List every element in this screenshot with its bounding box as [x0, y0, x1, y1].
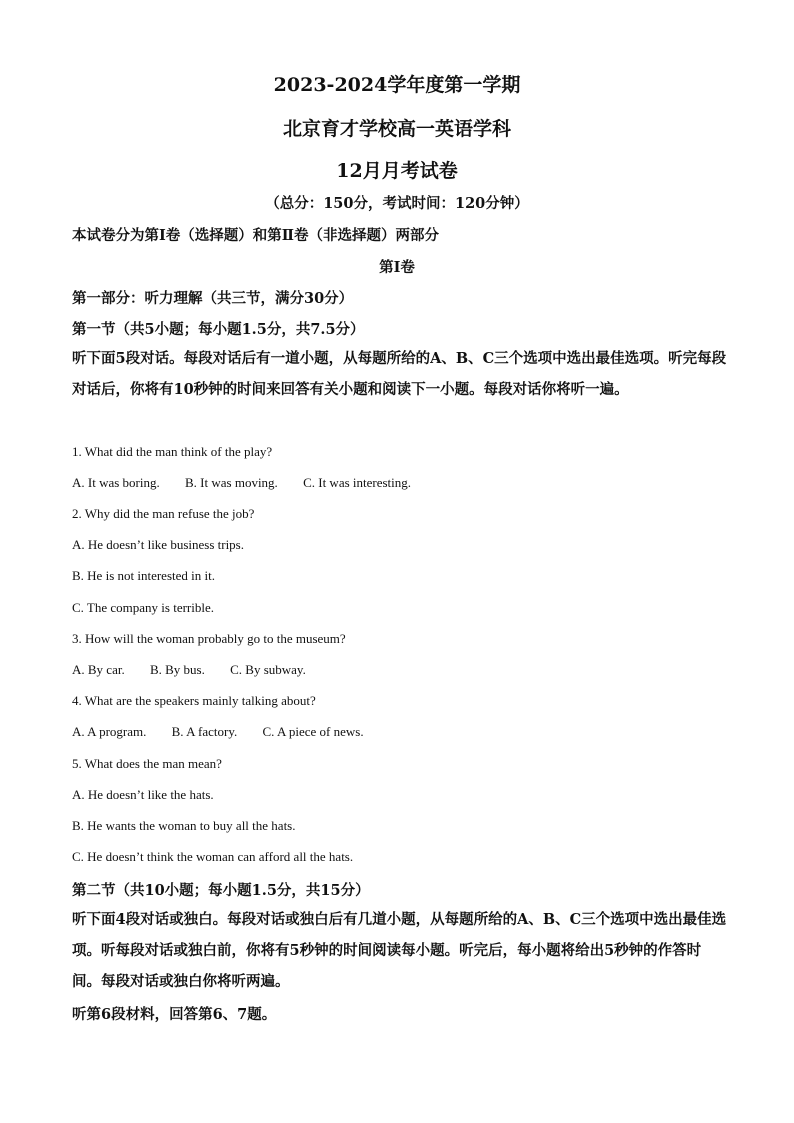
exam-intro: 本试卷分为第Ⅰ卷（选择题）和第Ⅱ卷（非选择题）两部分 — [72, 227, 440, 244]
question-5-option-a: A. He doesn’t like the hats. — [72, 787, 214, 802]
section-2-title: 第二节（共10小题；每小题1.5分，共15分） — [72, 882, 370, 899]
section-2-instructions: 听下面4段对话或独白。每段对话或独白后有几道小题，从每题所给的A、B、C三个选项中选出最佳选项。听每段对话或独白前，你将有5秒钟的时间阅读每小题。听完后，每小题将给出5秒钟的作答时间。每段对话或独白你将听两遍。 — [72, 911, 727, 990]
question-1-options — [72, 475, 732, 491]
volume-1-heading: 第Ⅰ卷 — [379, 259, 415, 276]
part-1-title: 第一部分：听力理解（共三节，满分30分） — [72, 290, 354, 307]
question-4-options — [72, 724, 732, 740]
question-2-stem: 2. Why did the man refuse the job? — [72, 506, 255, 521]
header-meta: （总分：150分，考试时间：120分钟） — [265, 195, 529, 212]
question-2-option-c: C. The company is terrible. — [72, 600, 215, 615]
question-5-option-c: C. He doesn’t think the woman can afford all the hats. — [72, 849, 354, 864]
section-1-title: 第一节（共5小题；每小题1.5分，共7.5分） — [72, 321, 365, 338]
question-3-option-c: C. By subway. — [230, 662, 306, 677]
question-1-option-b: B. It was moving. — [185, 475, 278, 490]
question-1-stem: 1. What did the man think of the play? — [72, 444, 273, 459]
question-4-option-a: A. A program. — [72, 724, 147, 739]
question-2-option-b: B. He is not interested in it. — [72, 568, 215, 583]
section-1-instructions: 听下面5段对话。每段对话后有一道小题，从每题所给的A、B、C三个选项中选出最佳选项。听完每段对话后，你将有10秒钟的时间来回答有关小题和阅读下一小题。每段对话你将听一遍。 — [72, 350, 727, 398]
question-3-stem: 3. How will the woman probably go to the museum? — [72, 631, 346, 646]
question-4-option-b: B. A factory. — [171, 724, 238, 739]
question-4-option-c: C. A piece of news. — [262, 724, 364, 739]
header-exam-title: 12月月考试卷 — [336, 160, 458, 182]
question-3-option-b: B. By bus. — [149, 662, 205, 677]
question-1-option-c: C. It was interesting. — [303, 475, 412, 490]
question-2-option-a: A. He doesn’t like business trips. — [72, 537, 244, 552]
header-school: 北京育才学校高一英语学科 — [282, 118, 511, 140]
question-1-option-a: A. It was boring. — [72, 475, 160, 490]
question-3-option-a: A. By car. — [72, 662, 125, 677]
question-4-stem: 4. What are the speakers mainly talking about? — [72, 693, 316, 708]
question-5-stem: 5. What does the man mean? — [72, 756, 222, 771]
question-5-option-b: B. He wants the woman to buy all the hats. — [72, 818, 296, 833]
section-2-material: 听第6段材料，回答第6、7题。 — [72, 1006, 277, 1023]
header-year: 2023-2024学年度第一学期 — [273, 74, 521, 96]
question-3-options — [72, 662, 732, 678]
